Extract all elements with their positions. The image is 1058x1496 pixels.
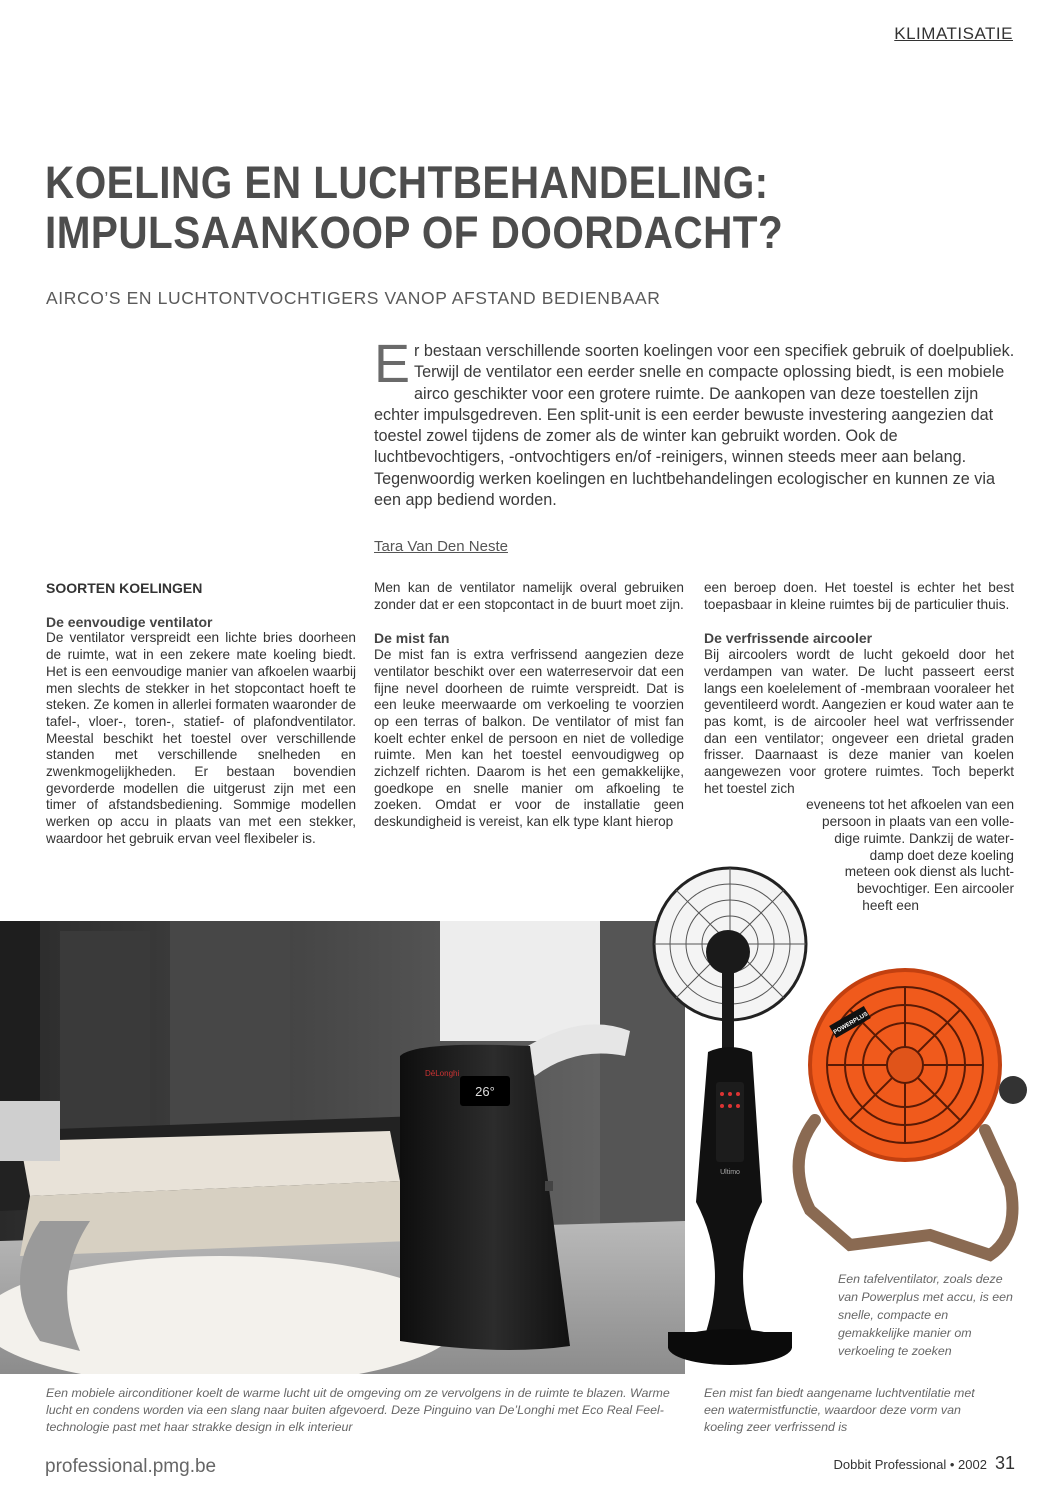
paragraph: De ventilator verspreidt een lichte bries doorheen de ruimte, wat in een zekere mate koeling biedt. Het is een eenvoudige manier van afkoelen waarbij men slechts de stekker in het stopcontact hoeft te steken. Ze komen in allerlei formaten waaronder de tafel-, vloer-, toren-, statief- of plafondventilator. Meestal beschikt het toestel over verschillende standen met verschillende snelheden en zwenkmogelijkheden. Er bestaan bovendien gevorderde modellen die uitgerust zijn met een timer of afstandsbediening. Sommige modellen werken op accu in plaats van met een stekker, waardoor het gebruik ervan veel flexibeler is. (46, 630, 356, 846)
wrap-line: bevochtiger. Een aircooler (856, 880, 1014, 896)
paragraph: De mist fan is extra verfrissend aangezien deze ventilator beschikt over een waterreservoir dat een fijne nevel doorheen de ruimte verspreidt. Dat is een leuke meerwaarde om verkoeling te voorzien op een terras of balkon. De ventilator of mist fan koelt echter enkel de persoon en niet de volledige ruimte. Men kan het toestel eenvoudigweg op zichzelf richten. Daarom is het een gemakkelijke, goedkope en snelle manier om afkoeling te zoeken. Omdat er voor de installatie geen deskundigheid is vereist, kan elk type klant hierop (374, 647, 684, 830)
bedroom-aircon-photo (0, 921, 685, 1374)
wrap-line: eveneens tot het afkoelen van een (806, 797, 1014, 813)
wrap-line: heeft een (862, 897, 919, 913)
mist-fan-brand: Ultimo (720, 1169, 740, 1176)
page-number: 31 (994, 1453, 1015, 1473)
author-byline: Tara Van Den Neste (374, 538, 508, 555)
table-fan-brand: POWERPLUS (832, 1011, 870, 1036)
wrap-line: meteen ook dienst als lucht- (844, 864, 1014, 880)
subheading-aircooler: De verfrissende aircooler (704, 630, 873, 647)
footer-url[interactable]: professional.pmg.be (45, 1456, 217, 1477)
headline (45, 158, 909, 258)
aircon-display: 26° (475, 1084, 495, 1099)
table-fan-image (785, 960, 1030, 1265)
headline-line-2: IMPULSAANKOOP OF DOORDACHT? (45, 207, 784, 258)
headline-line-1: KOELING EN LUCHTBEHANDELING: (45, 157, 769, 208)
caption-aircon: Een mobiele airconditioner koelt de warme lucht uit de omgeving om ze vervolgens in de ruimte te blazen. Warme lucht en condens worden via een slang naar buiten afgevoerd. Deze Pinguino van De’Longhi met Eco Real Feel-technologie past met haar strakke design in elk interieur (46, 1386, 670, 1434)
text-column-1 (46, 580, 356, 848)
section-tag: KLIMATISATIE (894, 24, 1013, 43)
wrap-line: dige ruimte. Dankzij de water- (834, 830, 1014, 846)
text-column-2 (374, 580, 684, 831)
subtitle: AIRCO’S EN LUCHTONTVOCHTIGERS VANOP AFSTAND BEDIENBAAR (46, 288, 661, 308)
paragraph: Men kan de ventilator namelijk overal gebruiken zonder dat er een stopcontact in de buurt moet zijn. (374, 580, 684, 612)
drop-cap: E (374, 334, 411, 394)
paragraph: een beroep doen. Het toestel is echter het best toepasbaar in kleine ruimtes bij de particulier thuis. (704, 580, 1014, 612)
caption-mist-fan: Een mist fan biedt aangename luchtventilatie met een watermistfunctie, waardoor deze vorm van koeling zeer verfrissend is (704, 1386, 975, 1434)
footer-info (834, 1453, 1015, 1474)
magazine-name: Dobbit Professional • 2002 (833, 1457, 987, 1472)
paragraph: Bij aircoolers wordt de lucht gekoeld door het verdampen van water. De lucht passeert eerst langs een koelelement of -membraan vooraleer het geventileerd wordt. Aangezien er koud water aan te pas komt, is de aircooler heel wat verfrissender dan een ventilator; ongeveer een drietal graden frisser. Daarnaast is deze manier van koelen aangewezen voor grotere ruimtes. Toch beperkt het toestel zich (704, 647, 1014, 796)
wrap-line: persoon in plaats van een volle- (822, 814, 1014, 830)
section-heading: SOORTEN KOELINGEN (46, 580, 203, 596)
wrap-line: damp doet deze koeling (869, 847, 1014, 863)
caption-table-fan: Een tafelventilator, zoals deze van Powerplus met accu, is een snelle, compacte en gemakkelijke manier om verkoeling te zoeken (838, 1272, 1013, 1358)
intro-paragraph (374, 334, 1016, 511)
subheading-eenvoudige-ventilator: De eenvoudige ventilator (46, 613, 213, 630)
aircon-brand: DēLonghi (425, 1069, 460, 1078)
intro-text: r bestaan verschillende soorten koelingen voor een specifiek gebruik of doelpubliek. Terwijl de ventilator een eerder snelle en compacte oplossing biedt, is een mobiele airco geschikter voor een grotere ruimte. De aankopen van deze toestellen zijn echter impulsgedreven. Een split-unit is een eerder bewuste investering aangezien dat toestel zowel tijdens de zomer als de winter kan gebruikt worden. Ook de luchtbevochtigers, -ontvochtigers en/of -reinigers, winnen steeds meer aan belang. Tegenwoordig werken koelingen en luchtbehandelingen ecologischer en kunnen ze via een app bediend worden. (374, 342, 1015, 510)
subheading-mist-fan: De mist fan (374, 630, 450, 647)
